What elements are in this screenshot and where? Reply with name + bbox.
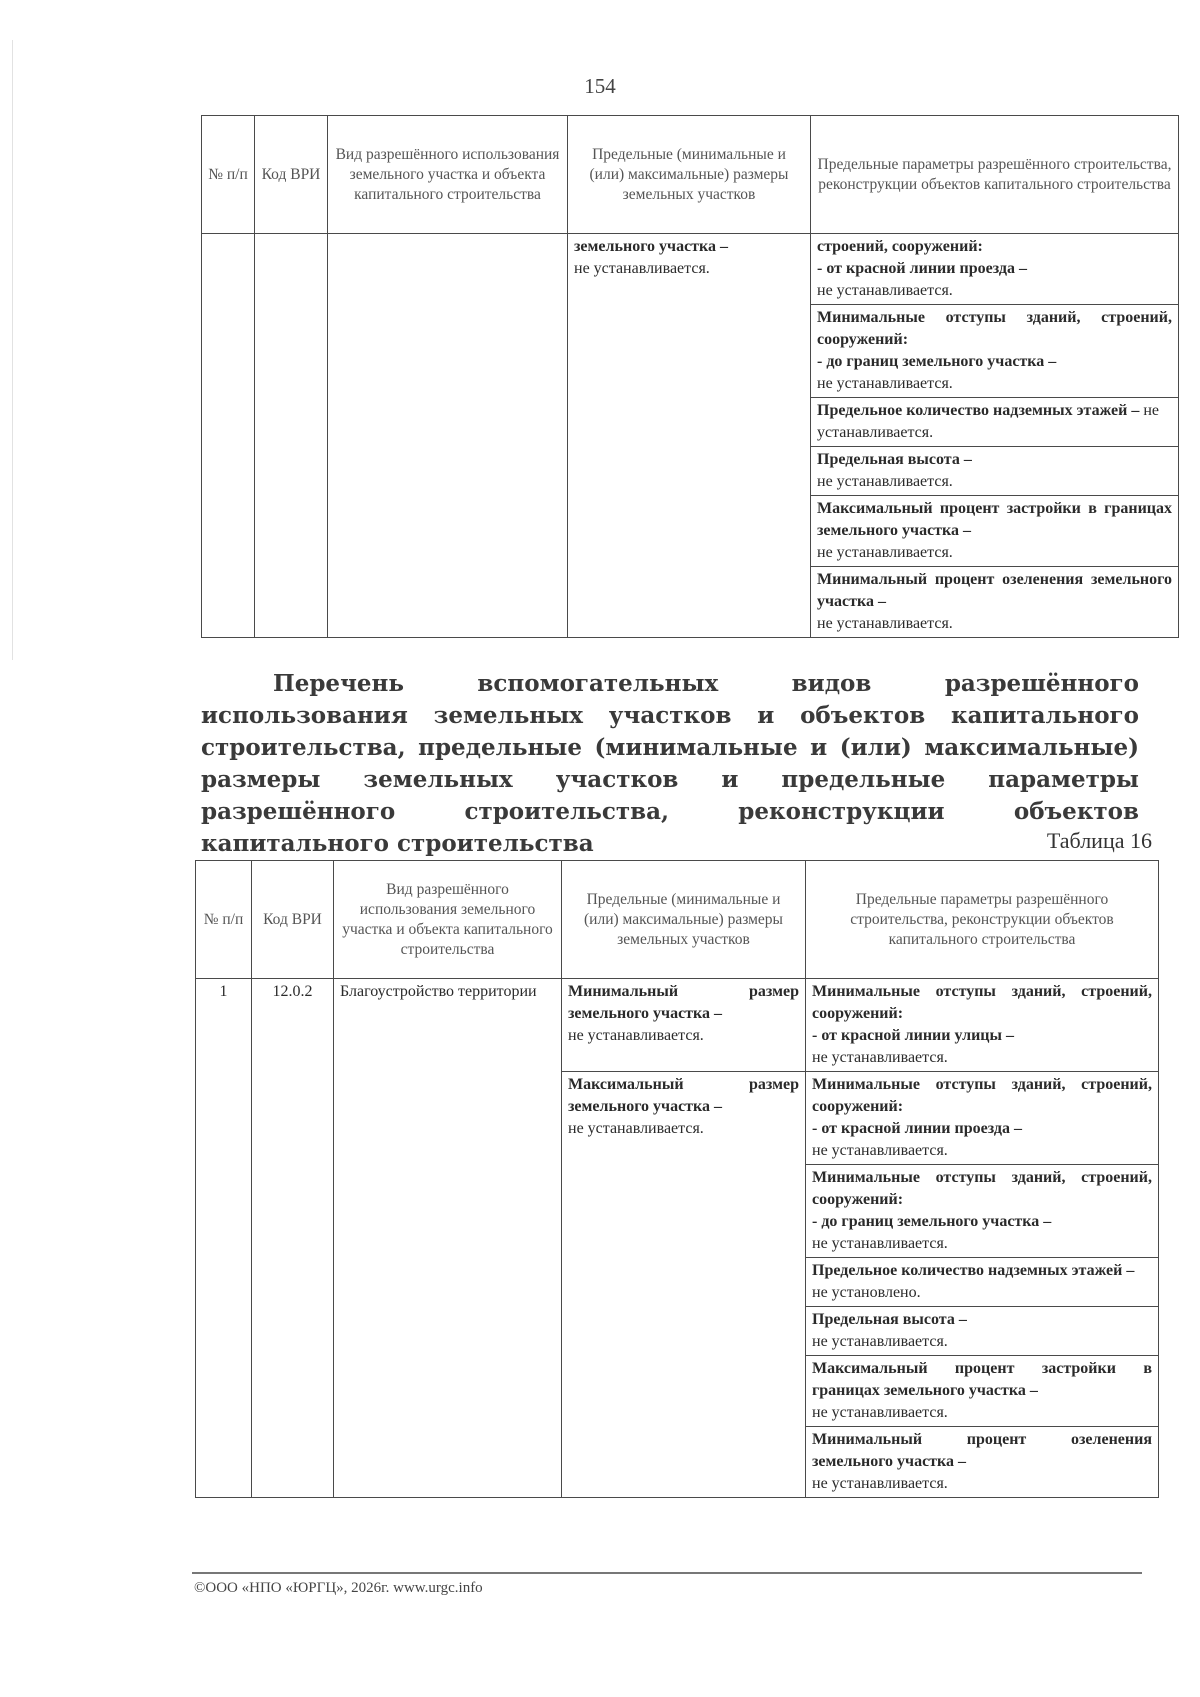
param-title: Предельное количество надземных этажей –	[817, 402, 1140, 419]
param-title: Предельная высота –	[817, 451, 972, 468]
param-title: Максимальный процент застройки в границах земельного участка –	[812, 1360, 1152, 1399]
param-line: не устанавливается.	[812, 1235, 948, 1252]
param-cell	[811, 496, 1179, 567]
param-cell	[811, 234, 1179, 305]
param-line: не устанавливается.	[812, 1404, 948, 1421]
param-line: - до границ земельного участка –	[812, 1213, 1052, 1230]
param-line: не устанавливается.	[817, 282, 953, 299]
param-line: не устанавливается.	[812, 1333, 948, 1350]
param-title: Минимальные отступы зданий, строений, сооружений:	[812, 1076, 1152, 1115]
param-line: не устанавливается.	[817, 375, 953, 392]
size-text: не устанавливается.	[574, 260, 710, 277]
param-line: - от красной линии проезда –	[812, 1120, 1022, 1137]
param-cell	[806, 1258, 1159, 1307]
page-number: 154	[584, 74, 616, 98]
header-kind: Вид разрешённого использования земельного участка и объекта капитального строительства	[328, 116, 568, 234]
header-params: Предельные параметры разрешённого строительства, реконструкции объектов капитального строительства	[811, 116, 1179, 234]
param-title: Минимальные отступы зданий, строений, сооружений:	[812, 983, 1152, 1022]
param-cell	[806, 1356, 1159, 1427]
param-title: строений, сооружений:	[817, 238, 983, 255]
param-cell	[806, 1307, 1159, 1356]
table-16	[195, 860, 1159, 1498]
param-line: не установлено.	[812, 1284, 921, 1301]
cell-num	[202, 234, 255, 638]
header-kind: Вид разрешённого использования земельного участка и объекта капитального строительства	[334, 861, 562, 979]
size-max-title: Максимальный размер земельного участка –	[568, 1076, 799, 1115]
header-params: Предельные параметры разрешённого строительства, реконструкции объектов капитального строительства	[806, 861, 1159, 979]
cell-code	[255, 234, 328, 638]
param-line: - от красной линии проезда –	[817, 260, 1027, 277]
param-cell	[811, 398, 1179, 447]
header-num: № п/п	[202, 116, 255, 234]
param-title: Минимальные отступы зданий, строений, сооружений:	[812, 1169, 1152, 1208]
param-line: не устанавливается.	[817, 473, 953, 490]
header-num: № п/п	[196, 861, 252, 979]
scan-margin-line	[12, 40, 13, 660]
param-title: Минимальный процент озеленения земельного участка –	[812, 1431, 1152, 1470]
param-line: не устанавливается.	[812, 1475, 948, 1492]
param-line: не устанавливается.	[817, 615, 953, 632]
size-max-text: не устанавливается.	[568, 1120, 704, 1137]
param-line: - от красной линии улицы –	[812, 1027, 1014, 1044]
section-heading-text: Перечень вспомогательных видов разрешённого использования земельных участков и объектов капитального строительства, предельные (минимальные и (или) максимальные) размеры земельных участков и предельные параметры разрешённого строительства, реконструкции объектов капитального строительства	[201, 670, 1139, 857]
cell-kind: Благоустройство территории	[334, 979, 562, 1498]
footer-copyright: ©ООО «НПО «ЮРГЦ», 2026г. www.urgc.info	[194, 1580, 483, 1596]
size-text-bold: земельного участка –	[574, 238, 729, 255]
param-title: Минимальный процент озеленения земельного участка –	[817, 571, 1172, 610]
param-cell	[806, 1165, 1159, 1258]
cell-row-number: 1	[196, 979, 252, 1498]
param-line: - до границ земельного участка –	[817, 353, 1057, 370]
param-line: не устанавливается.	[812, 1049, 948, 1066]
param-cell	[811, 567, 1179, 638]
size-min-text: не устанавливается.	[568, 1027, 704, 1044]
section-heading	[201, 668, 1139, 860]
header-code: Код ВРИ	[252, 861, 334, 979]
cell-size	[568, 234, 811, 638]
cell-size-max	[562, 1072, 806, 1498]
param-title: Предельная высота –	[812, 1311, 967, 1328]
table-caption: Таблица 16	[1046, 828, 1152, 853]
footer-divider	[192, 1572, 1142, 1574]
param-cell	[806, 1072, 1159, 1165]
header-sizes: Предельные (минимальные и (или) максимальные) размеры земельных участков	[562, 861, 806, 979]
param-cell	[806, 1427, 1159, 1498]
param-cell	[811, 447, 1179, 496]
param-title: Максимальный процент застройки в границах земельного участка –	[817, 500, 1172, 539]
cell-code: 12.0.2	[252, 979, 334, 1498]
param-line: не устанавливается.	[817, 402, 1159, 441]
cell-size-min	[562, 979, 806, 1072]
param-title: Предельное количество надземных этажей –	[812, 1262, 1135, 1279]
header-code: Код ВРИ	[255, 116, 328, 234]
param-cell	[811, 305, 1179, 398]
param-cell	[806, 979, 1159, 1072]
param-title: Минимальные отступы зданий, строений, сооружений:	[817, 309, 1172, 348]
param-line: не устанавливается.	[812, 1142, 948, 1159]
header-sizes: Предельные (минимальные и (или) максимальные) размеры земельных участков	[568, 116, 811, 234]
continuation-table	[201, 115, 1179, 638]
param-line: не устанавливается.	[817, 544, 953, 561]
cell-kind	[328, 234, 568, 638]
size-min-title: Минимальный размер земельного участка –	[568, 983, 799, 1022]
